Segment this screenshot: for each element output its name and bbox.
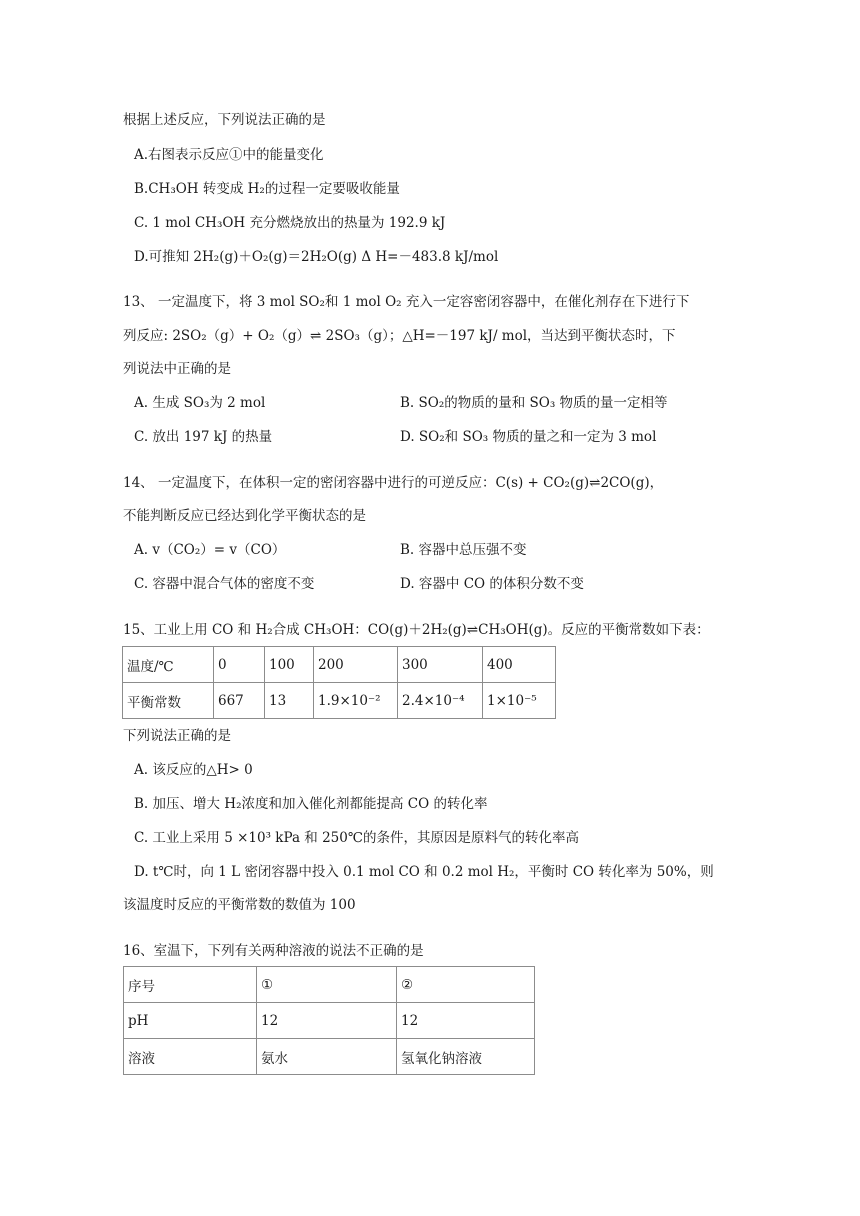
q14-option-c: C. 容器中混合气体的密度不变: [134, 576, 315, 592]
table-cell: 12: [257, 1003, 397, 1039]
table-cell: 1.9×10⁻²: [314, 683, 398, 719]
q15-option-d-continued: 该温度时反应的平衡常数的数值为 100: [123, 897, 356, 913]
table-cell: 12: [397, 1003, 535, 1039]
q12-stem: 根据上述反应，下列说法正确的是: [123, 112, 326, 128]
q13-option-c: C. 放出 197 kJ 的热量: [134, 429, 273, 445]
table-cell: 氨水: [257, 1039, 397, 1075]
table-row: [124, 1003, 535, 1039]
table-row: [123, 683, 556, 719]
table-cell: 667: [214, 683, 265, 719]
table-cell: 100: [265, 647, 314, 683]
q15-stem: 15、工业上用 CO 和 H₂合成 CH₃OH：CO(g)＋2H₂(g)⇌CH₃OH(g)。反应的平衡常数如下表：: [123, 622, 710, 638]
table-row: [123, 647, 556, 683]
q14-option-d: D. 容器中 CO 的体积分数不变: [400, 576, 584, 592]
table-cell: 2.4×10⁻⁴: [398, 683, 483, 719]
table-cell: 13: [265, 683, 314, 719]
q16-stem: 16、室温下，下列有关两种溶液的说法不正确的是: [123, 943, 424, 959]
table-cell: 氢氧化钠溶液: [397, 1039, 535, 1075]
table-cell: 400: [483, 647, 556, 683]
q13-option-d: D. SO₂和 SO₃ 物质的量之和一定为 3 mol: [400, 429, 657, 445]
q14-option-b: B. 容器中总压强不变: [400, 542, 527, 558]
q15-option-d: D. t℃时，向 1 L 密闭容器中投入 0.1 mol CO 和 0.2 mol H₂，平衡时 CO 转化率为 50%，则: [134, 864, 714, 880]
q14-stem-line2: 不能判断反应已经达到化学平衡状态的是: [123, 508, 366, 524]
q15-substem: 下列说法正确的是: [123, 728, 231, 744]
q14-option-a: A. v（CO₂）= v（CO）: [134, 542, 286, 558]
q14-stem-line1: 14、 一定温度下，在体积一定的密闭容器中进行的可逆反应：C(s) + CO₂(g)⇌2CO(g)，: [123, 475, 664, 491]
table-cell: ②: [397, 967, 535, 1003]
q15-option-c: C. 工业上采用 5 ×10³ kPa 和 250℃的条件，其原因是原料气的转化率高: [134, 830, 579, 846]
table-row: [124, 1039, 535, 1075]
table-cell: 溶液: [124, 1039, 257, 1075]
table-cell: 平衡常数: [123, 683, 214, 719]
q13-stem-line1: 13、 一定温度下，将 3 mol SO₂和 1 mol O₂ 充入一定容密闭容器中，在催化剂存在下进行下: [123, 294, 690, 310]
table-cell: 200: [314, 647, 398, 683]
q15-option-a: A. 该反应的△H> 0: [134, 762, 253, 778]
table-cell: 温度/℃: [123, 647, 214, 683]
q12-option-a: A.右图表示反应①中的能量变化: [134, 147, 324, 163]
table-cell: ①: [257, 967, 397, 1003]
table-cell: pH: [124, 1003, 257, 1039]
q12-option-b: B.CH₃OH 转变成 H₂的过程一定要吸收能量: [134, 181, 400, 197]
table-cell: 序号: [124, 967, 257, 1003]
q15-constant-table: [122, 646, 556, 719]
q13-stem-line2: 列反应: 2SO₂（g）+ O₂（g）⇌ 2SO₃（g）；△H=－197 kJ/ mol，当达到平衡状态时，下: [123, 328, 676, 344]
table-cell: 1×10⁻⁵: [483, 683, 556, 719]
table-row: [124, 967, 535, 1003]
table-cell: 0: [214, 647, 265, 683]
q16-solution-table: [123, 966, 535, 1075]
q13-option-b: B. SO₂的物质的量和 SO₃ 物质的量一定相等: [400, 395, 668, 411]
table-cell: 300: [398, 647, 483, 683]
q15-option-b: B. 加压、增大 H₂浓度和加入催化剂都能提高 CO 的转化率: [134, 796, 488, 812]
q12-option-c: C. 1 mol CH₃OH 充分燃烧放出的热量为 192.9 kJ: [134, 215, 446, 231]
q12-option-d: D.可推知 2H₂(g)＋O₂(g)＝2H₂O(g) Δ H=－483.8 kJ/mol: [134, 249, 499, 265]
q13-option-a: A. 生成 SO₃为 2 mol: [134, 395, 266, 411]
q13-stem-line3: 列说法中正确的是: [123, 361, 231, 377]
